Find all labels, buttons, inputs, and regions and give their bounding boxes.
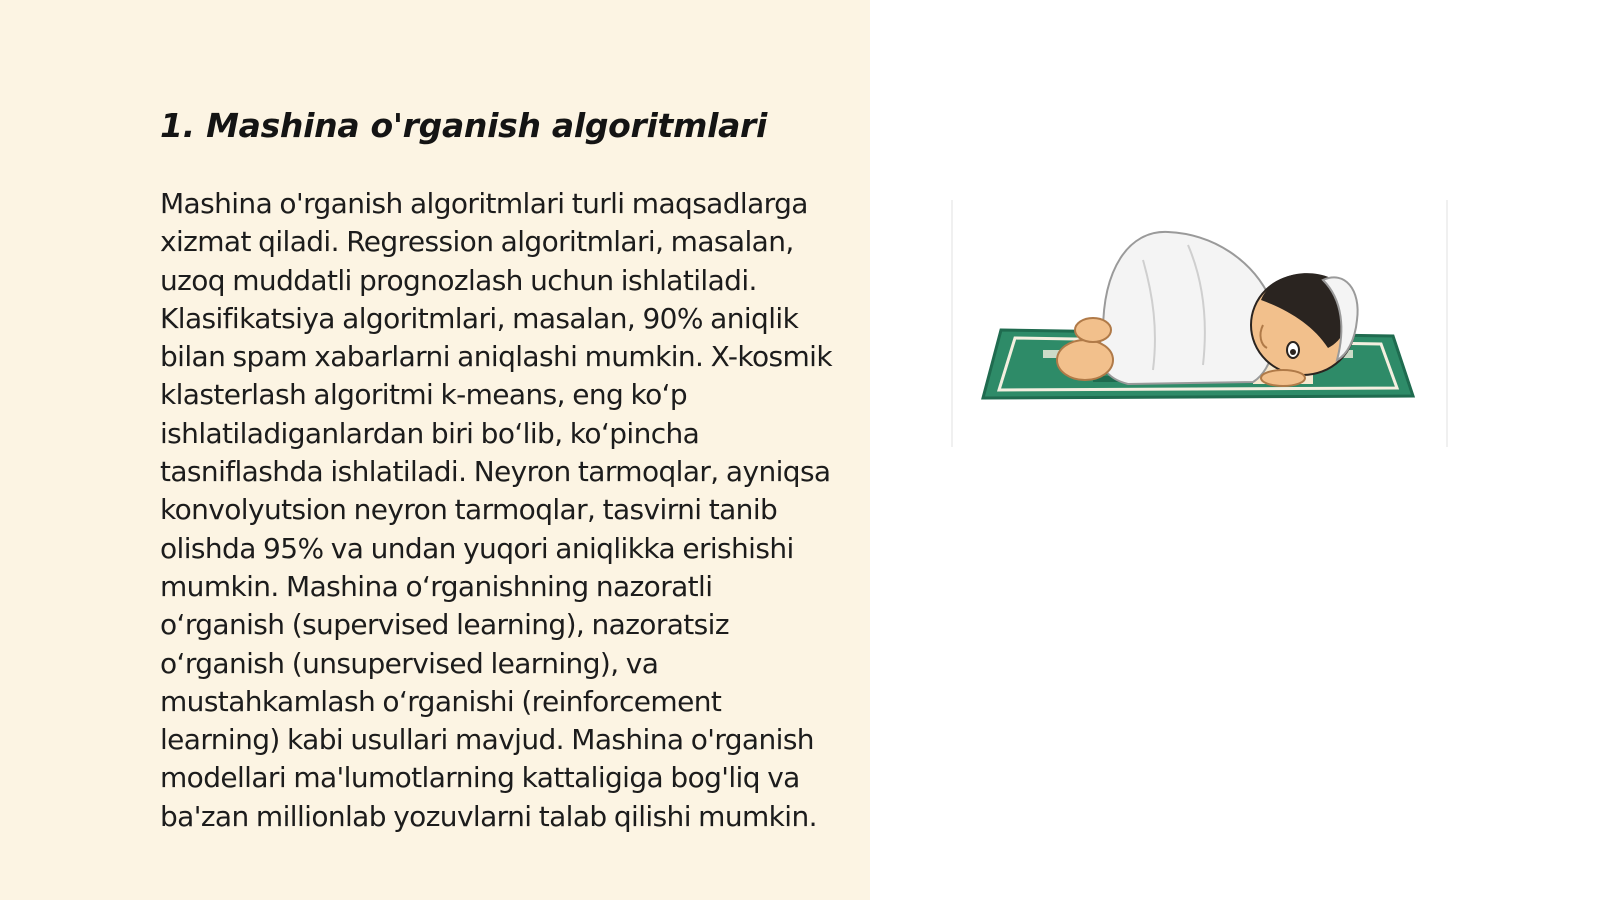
slide-title: 1. Mashina o'rganish algoritmlari <box>160 106 768 145</box>
illustration-frame <box>951 200 1448 447</box>
slide-body-text: Mashina o'rganish algoritmlari turli maqsadlarga xizmat qiladi. Regression algoritmlari, masalan, uzoq muddatli prognozlash uchun ishlatiladi. Klasifikatsiya algoritmlari, masalan, 90% aniqlik bilan spam xabarlarni aniqlashi mumkin. X-kosmik klasterlash algoritmi k-means, eng ko‘p ishlatiladiganlardan biri bo‘lib, ko‘pincha tasniflashda ishlatiladi. Neyron tarmoqlar, ayniqsa konvolyutsion neyron tarmoqlar, tasvirni tanib olishda 95% va undan yuqori aniqlikka erishishi mumkin. Mashina o‘rganishning nazoratli o‘rganish (supervised learning), nazoratsiz o‘rganish (unsupervised learning), va mustahkamlash o‘rganishi (reinforcement learning) kabi usullari mavjud. Mashina o'rganish modellari ma'lumotlarning kattaligiga bog'liq va ba'zan millionlab yozuvlarni talab qilishi mumkin. <box>160 187 832 833</box>
praying-person-illustration-icon <box>953 200 1446 447</box>
